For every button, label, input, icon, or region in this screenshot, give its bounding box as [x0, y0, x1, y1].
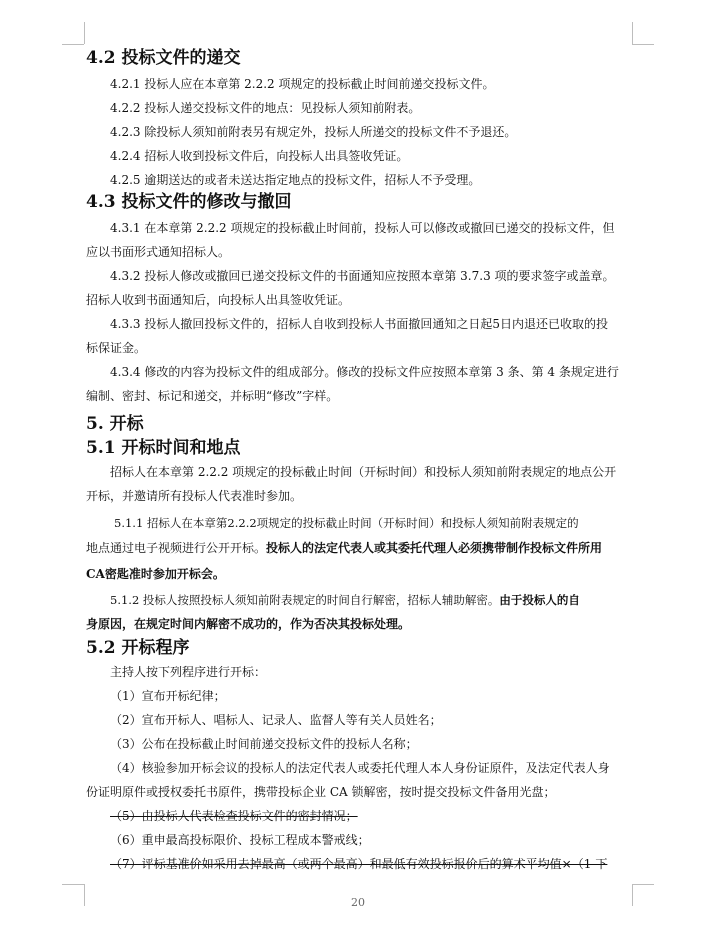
clause-4-2-2: 4.2.2 投标人递交投标文件的地点：见投标人须知前附表。 — [110, 101, 421, 115]
para-5-1-line1: 招标人在本章第 2.2.2 项规定的投标截止时间（开标时间）和投标人须知前附表规定的地点公开 — [110, 465, 617, 479]
clause-4-2-3: 4.2.3 除投标人须知前附表另有规定外，投标人所递交的投标文件不予退还。 — [110, 125, 517, 139]
procedure-item-2: （2）宣布开标人、唱标人、记录人、监督人等有关人员姓名； — [110, 713, 442, 727]
clause-5-1-1-line2 — [86, 538, 634, 558]
clause-5-1-1-bold-text: 投标人的法定代表人或其委托代理人必须携带制作投标文件所用 — [266, 541, 603, 555]
clause-4-2-1: 4.2.1 投标人应在本章第 2.2.2 项规定的投标截止时间前递交投标文件。 — [110, 77, 495, 91]
section-heading-4-2: 4.2 投标文件的递交 — [86, 48, 241, 68]
clause-4-3-2-line2: 招标人收到书面通知后，向投标人出具签收凭证。 — [86, 293, 351, 307]
clause-4-3-1-line1: 4.3.1 在本章第 2.2.2 项规定的投标截止时间前，投标人可以修改或撤回已递交的投标文件，但 — [110, 221, 615, 235]
section-heading-5-1: 5.1 开标时间和地点 — [86, 438, 241, 458]
clause-5-1-1-bold-text-2: CA密匙准时参加开标会。 — [86, 567, 225, 581]
chapter-heading-5: 5. 开标 — [86, 414, 144, 434]
crop-mark — [84, 22, 85, 44]
page-number: 20 — [351, 896, 365, 909]
crop-mark — [632, 44, 654, 45]
clause-5-1-2-line2 — [86, 614, 634, 634]
procedure-item-1: （1）宣布开标纪律； — [110, 689, 226, 703]
section-heading-4-3: 4.3 投标文件的修改与撤回 — [86, 192, 292, 212]
clause-4-3-4-line2: 编制、密封、标记和递交，并标明“修改”字样。 — [86, 389, 339, 403]
clause-5-1-1-normal-text: 地点通过电子视频进行公开开标。 — [86, 541, 267, 555]
procedure-item-4-line1: （4）核验参加开标会议的投标人的法定代表人或委托代理人本人身份证原件，及法定代表人身 — [110, 761, 610, 775]
clause-4-3-2-line1: 4.3.2 投标人修改或撤回已递交投标文件的书面通知应按照本章第 3.7.3 项的要求签字或盖章。 — [110, 269, 615, 283]
procedure-item-5-deleted: （5）由投标人代表检查投标文件的密封情况； — [110, 809, 358, 823]
procedure-item-3: （3）公布在投标截止时间前递交投标文件的投标人名称； — [110, 737, 418, 751]
clause-4-3-3-line2: 标保证金。 — [86, 341, 147, 355]
clause-5-1-1-line3 — [86, 564, 634, 584]
clause-4-2-5: 4.2.5 逾期送达的或者未送达指定地点的投标文件，招标人不予受理。 — [110, 173, 481, 187]
clause-5-1-2-bold-text: 由于投标人的自 — [499, 593, 580, 607]
clause-5-1-2-line1 — [110, 590, 632, 610]
para-5-1-line2: 开标，并邀请所有投标人代表准时参加。 — [86, 489, 303, 503]
clause-4-3-4-line1: 4.3.4 修改的内容为投标文件的组成部分。修改的投标文件应按照本章第 3 条、第 4 条规定进行 — [110, 365, 619, 379]
procedure-intro: 主持人按下列程序进行开标： — [110, 665, 267, 679]
crop-mark — [62, 884, 84, 885]
procedure-item-7-deleted: （7）评标基准价如采用去掉最高（或两个最高）和最低有效投标报价后的算术平均值×（1-下 — [110, 857, 608, 871]
crop-mark — [632, 22, 633, 44]
procedure-item-4-line2: 份证明原件或授权委托书原件，携带投标企业 CA 锁解密，按时提交投标文件备用光盘； — [86, 785, 556, 799]
clause-5-1-2-normal-text: 5.1.2 投标人按照投标人须知前附表规定的时间自行解密，招标人辅助解密。 — [110, 593, 500, 607]
section-heading-5-2: 5.2 开标程序 — [86, 638, 190, 658]
clause-4-3-1-line2: 应以书面形式通知招标人。 — [86, 245, 231, 259]
clause-5-1-1-line1: 5.1.1 招标人在本章第2.2.2项规定的投标截止时间（开标时间）和投标人须知前附表规定的 — [114, 516, 579, 530]
clause-5-1-2-bold-text-2: 身原因，在规定时间内解密不成功的，作为否决其投标处理。 — [86, 617, 411, 631]
crop-mark — [632, 884, 654, 885]
crop-mark — [62, 44, 84, 45]
procedure-item-6: （6）重申最高投标限价、投标工程成本警戒线； — [110, 833, 370, 847]
clause-4-3-3-line1: 4.3.3 投标人撤回投标文件的，招标人自收到投标人书面撤回通知之日起5日内退还已收取的投 — [110, 317, 608, 331]
clause-4-2-4: 4.2.4 招标人收到投标文件后，向投标人出具签收凭证。 — [110, 149, 409, 163]
